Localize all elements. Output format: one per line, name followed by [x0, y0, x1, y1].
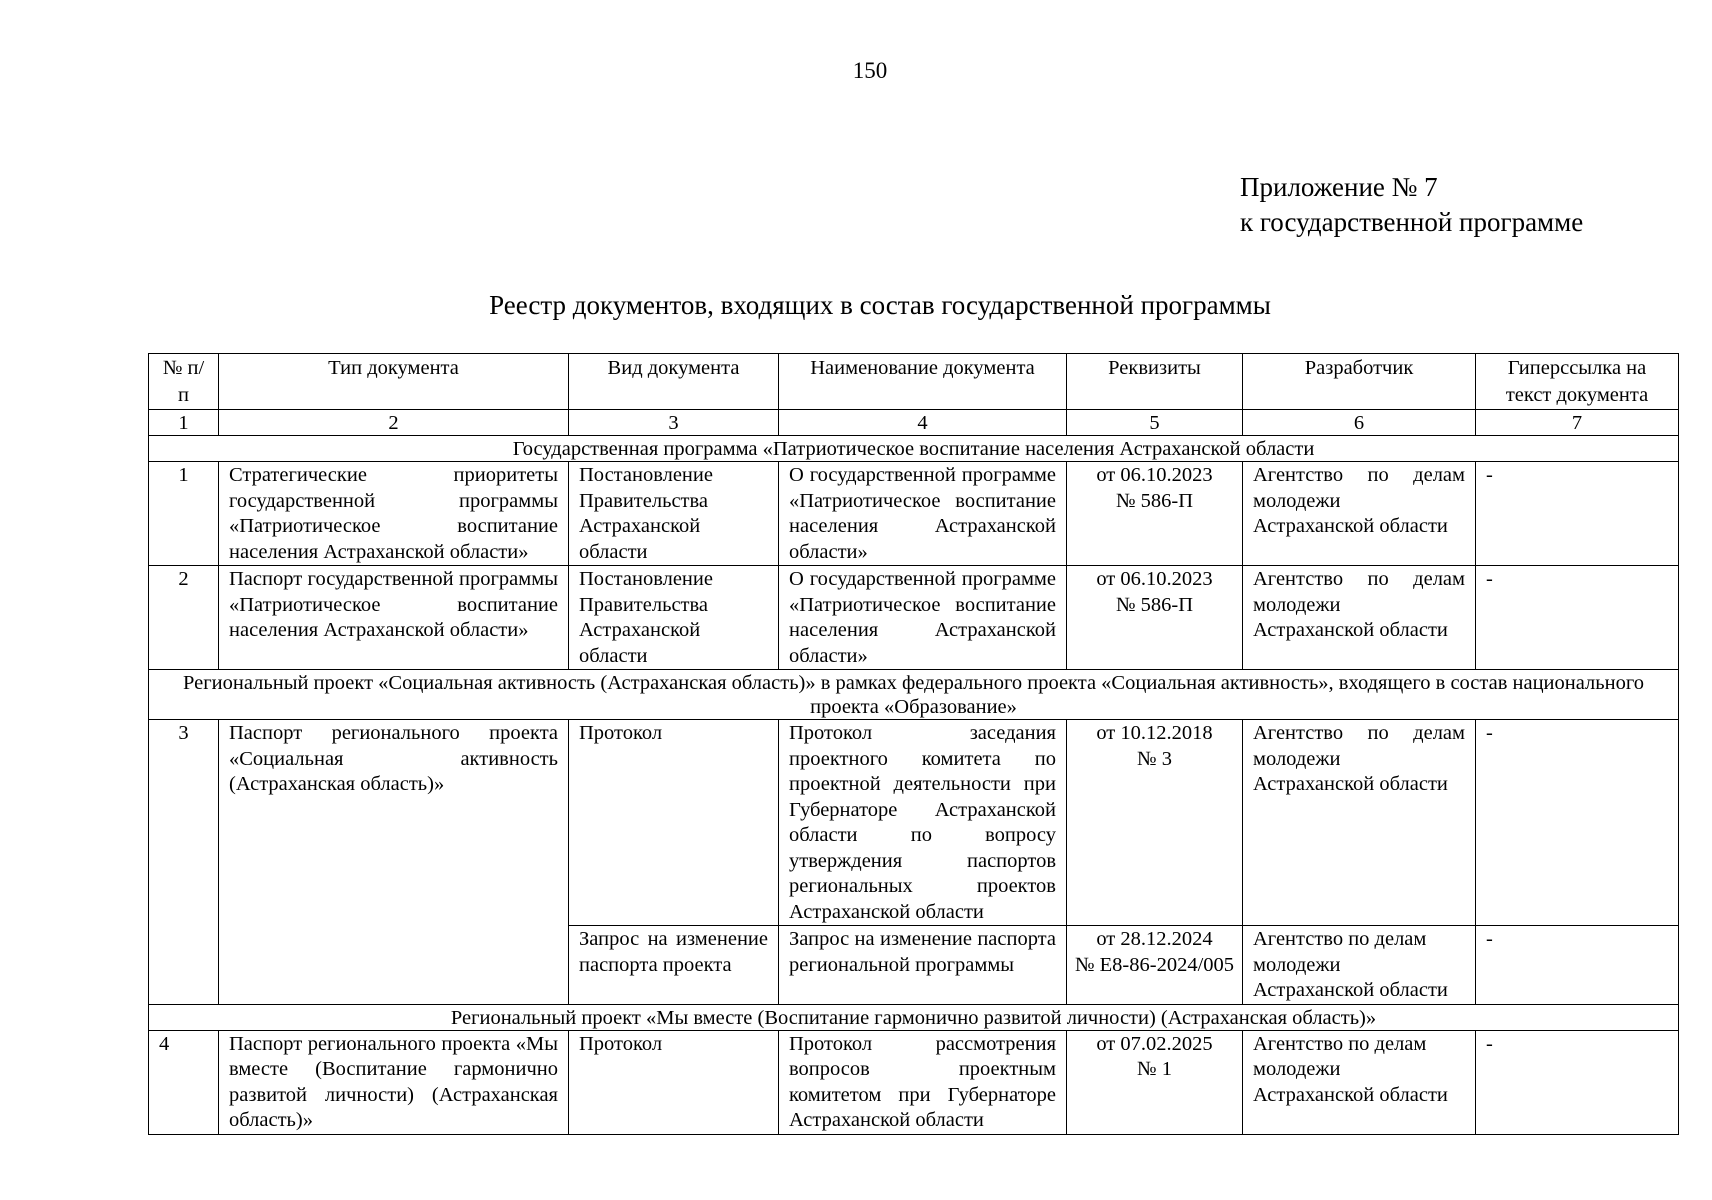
document-kind: Постановление Правительства Астраханской области: [569, 462, 779, 566]
section-title: Региональный проект «Социальная активность (Астраханская область)» в рамках федерального проекта «Социальная активность», входящего в состав национального проекта «Образование»: [149, 670, 1679, 720]
document-link: -: [1476, 566, 1679, 670]
column-number: 5: [1067, 410, 1243, 436]
header-type: Тип документа: [219, 354, 569, 410]
requisite-number: № 3: [1137, 747, 1172, 770]
row-number: 2: [149, 566, 219, 670]
requisite-date: от 06.10.2023: [1096, 568, 1213, 590]
document-title: Реестр документов, входящих в состав государственной программы: [489, 290, 1271, 320]
column-number: 4: [779, 410, 1067, 436]
section-title: Региональный проект «Мы вместе (Воспитание гармонично развитой личности) (Астраханская область)»: [149, 1004, 1679, 1030]
document-type: Паспорт регионального проекта «Мы вместе (Воспитание гармонично развитой личности) (Астраханская область)»: [219, 1030, 569, 1134]
page-number: 150: [852, 58, 888, 83]
section-row: [149, 436, 1679, 462]
header-num: № п/п: [149, 354, 219, 410]
column-number: 6: [1243, 410, 1476, 436]
document-kind: Протокол: [569, 720, 779, 926]
appendix-note: [1240, 170, 1583, 240]
header-link: Гиперссылка на текст документа: [1476, 354, 1679, 410]
requisite-date: от 07.02.2025: [1096, 1032, 1213, 1055]
header-kind: Вид документа: [569, 354, 779, 410]
header-requisites: Реквизиты: [1067, 354, 1243, 410]
document-developer: Агентство по делам молодежи Астраханской области: [1243, 566, 1476, 670]
document-name: Запрос на изменение паспорта региональной программы: [779, 926, 1067, 1005]
document-kind: Протокол: [569, 1030, 779, 1134]
document-kind: Запрос на изменение паспорта проекта: [569, 926, 779, 1005]
table-row: [149, 462, 1679, 566]
row-number: 1: [149, 462, 219, 566]
requisite-number: № 586-П: [1115, 593, 1194, 616]
column-number: 1: [149, 410, 219, 436]
document-name: Протокол заседания проектного комитета по проектной деятельности при Губернаторе Астраханской области по вопросу утверждения паспортов региональных проектов Астраханской области: [779, 720, 1067, 926]
document-requisites: [1067, 566, 1243, 670]
header-row: [149, 354, 1679, 410]
document-developer: Агентство по делам молодежи Астраханской области: [1243, 462, 1476, 566]
document-link: -: [1476, 926, 1679, 1005]
header-name: Наименование документа: [779, 354, 1067, 410]
requisite-date: от 06.10.2023: [1096, 464, 1213, 486]
document-registry-table: [148, 353, 1679, 1135]
document-link: -: [1476, 720, 1679, 926]
table-row: [149, 566, 1679, 670]
section-row: [149, 670, 1679, 720]
document-developer: Агентство по делам молодежи Астраханской области: [1243, 720, 1476, 926]
row-number: 3: [149, 720, 219, 1005]
document-name: О государственной программе «Патриотическое воспитание населения Астраханской области»: [779, 462, 1067, 566]
document-name: О государственной программе «Патриотическое воспитание населения Астраханской области»: [779, 566, 1067, 670]
document-type: Паспорт регионального проекта «Социальная активность (Астраханская область)»: [219, 720, 569, 1005]
document-kind: Постановление Правительства Астраханской области: [569, 566, 779, 670]
document-requisites: [1067, 462, 1243, 566]
document-link: -: [1476, 1030, 1679, 1134]
section-row: [149, 1004, 1679, 1030]
document-requisites: [1067, 720, 1243, 926]
section-title: Государственная программа «Патриотическое воспитание населения Астраханской области: [149, 436, 1679, 462]
table-row: [149, 720, 1679, 926]
document-type: Паспорт государственной программы «Патриотическое воспитание населения Астраханской области»: [219, 566, 569, 670]
column-numbers-row: [149, 410, 1679, 436]
document-type: Стратегические приоритеты государственной программы «Патриотическое воспитание населения Астраханской области»: [219, 462, 569, 566]
document-developer: Агентство по делам молодежи Астраханской области: [1243, 926, 1476, 1005]
document-requisites: [1067, 1030, 1243, 1134]
document-name: Протокол рассмотрения вопросов проектным комитетом при Губернаторе Астраханской области: [779, 1030, 1067, 1134]
row-number: 4: [149, 1030, 219, 1134]
column-number: 7: [1476, 410, 1679, 436]
document-developer: Агентство по делам молодежи Астраханской области: [1243, 1030, 1476, 1134]
appendix-line-2: к государственной программе: [1240, 207, 1584, 237]
header-developer: Разработчик: [1243, 354, 1476, 410]
table-row: [149, 1030, 1679, 1134]
requisite-date: от 10.12.2018: [1096, 722, 1213, 744]
column-number: 2: [219, 410, 569, 436]
requisite-date: от 28.12.2024: [1096, 928, 1213, 950]
requisite-number: № 586-П: [1115, 489, 1194, 512]
column-number: 3: [569, 410, 779, 436]
appendix-line-1: Приложение № 7: [1240, 172, 1438, 202]
document-requisites: [1067, 926, 1243, 1005]
requisite-number: № 1: [1137, 1058, 1172, 1080]
document-link: -: [1476, 462, 1679, 566]
requisite-number: № Е8-86-2024/005: [1074, 953, 1235, 976]
